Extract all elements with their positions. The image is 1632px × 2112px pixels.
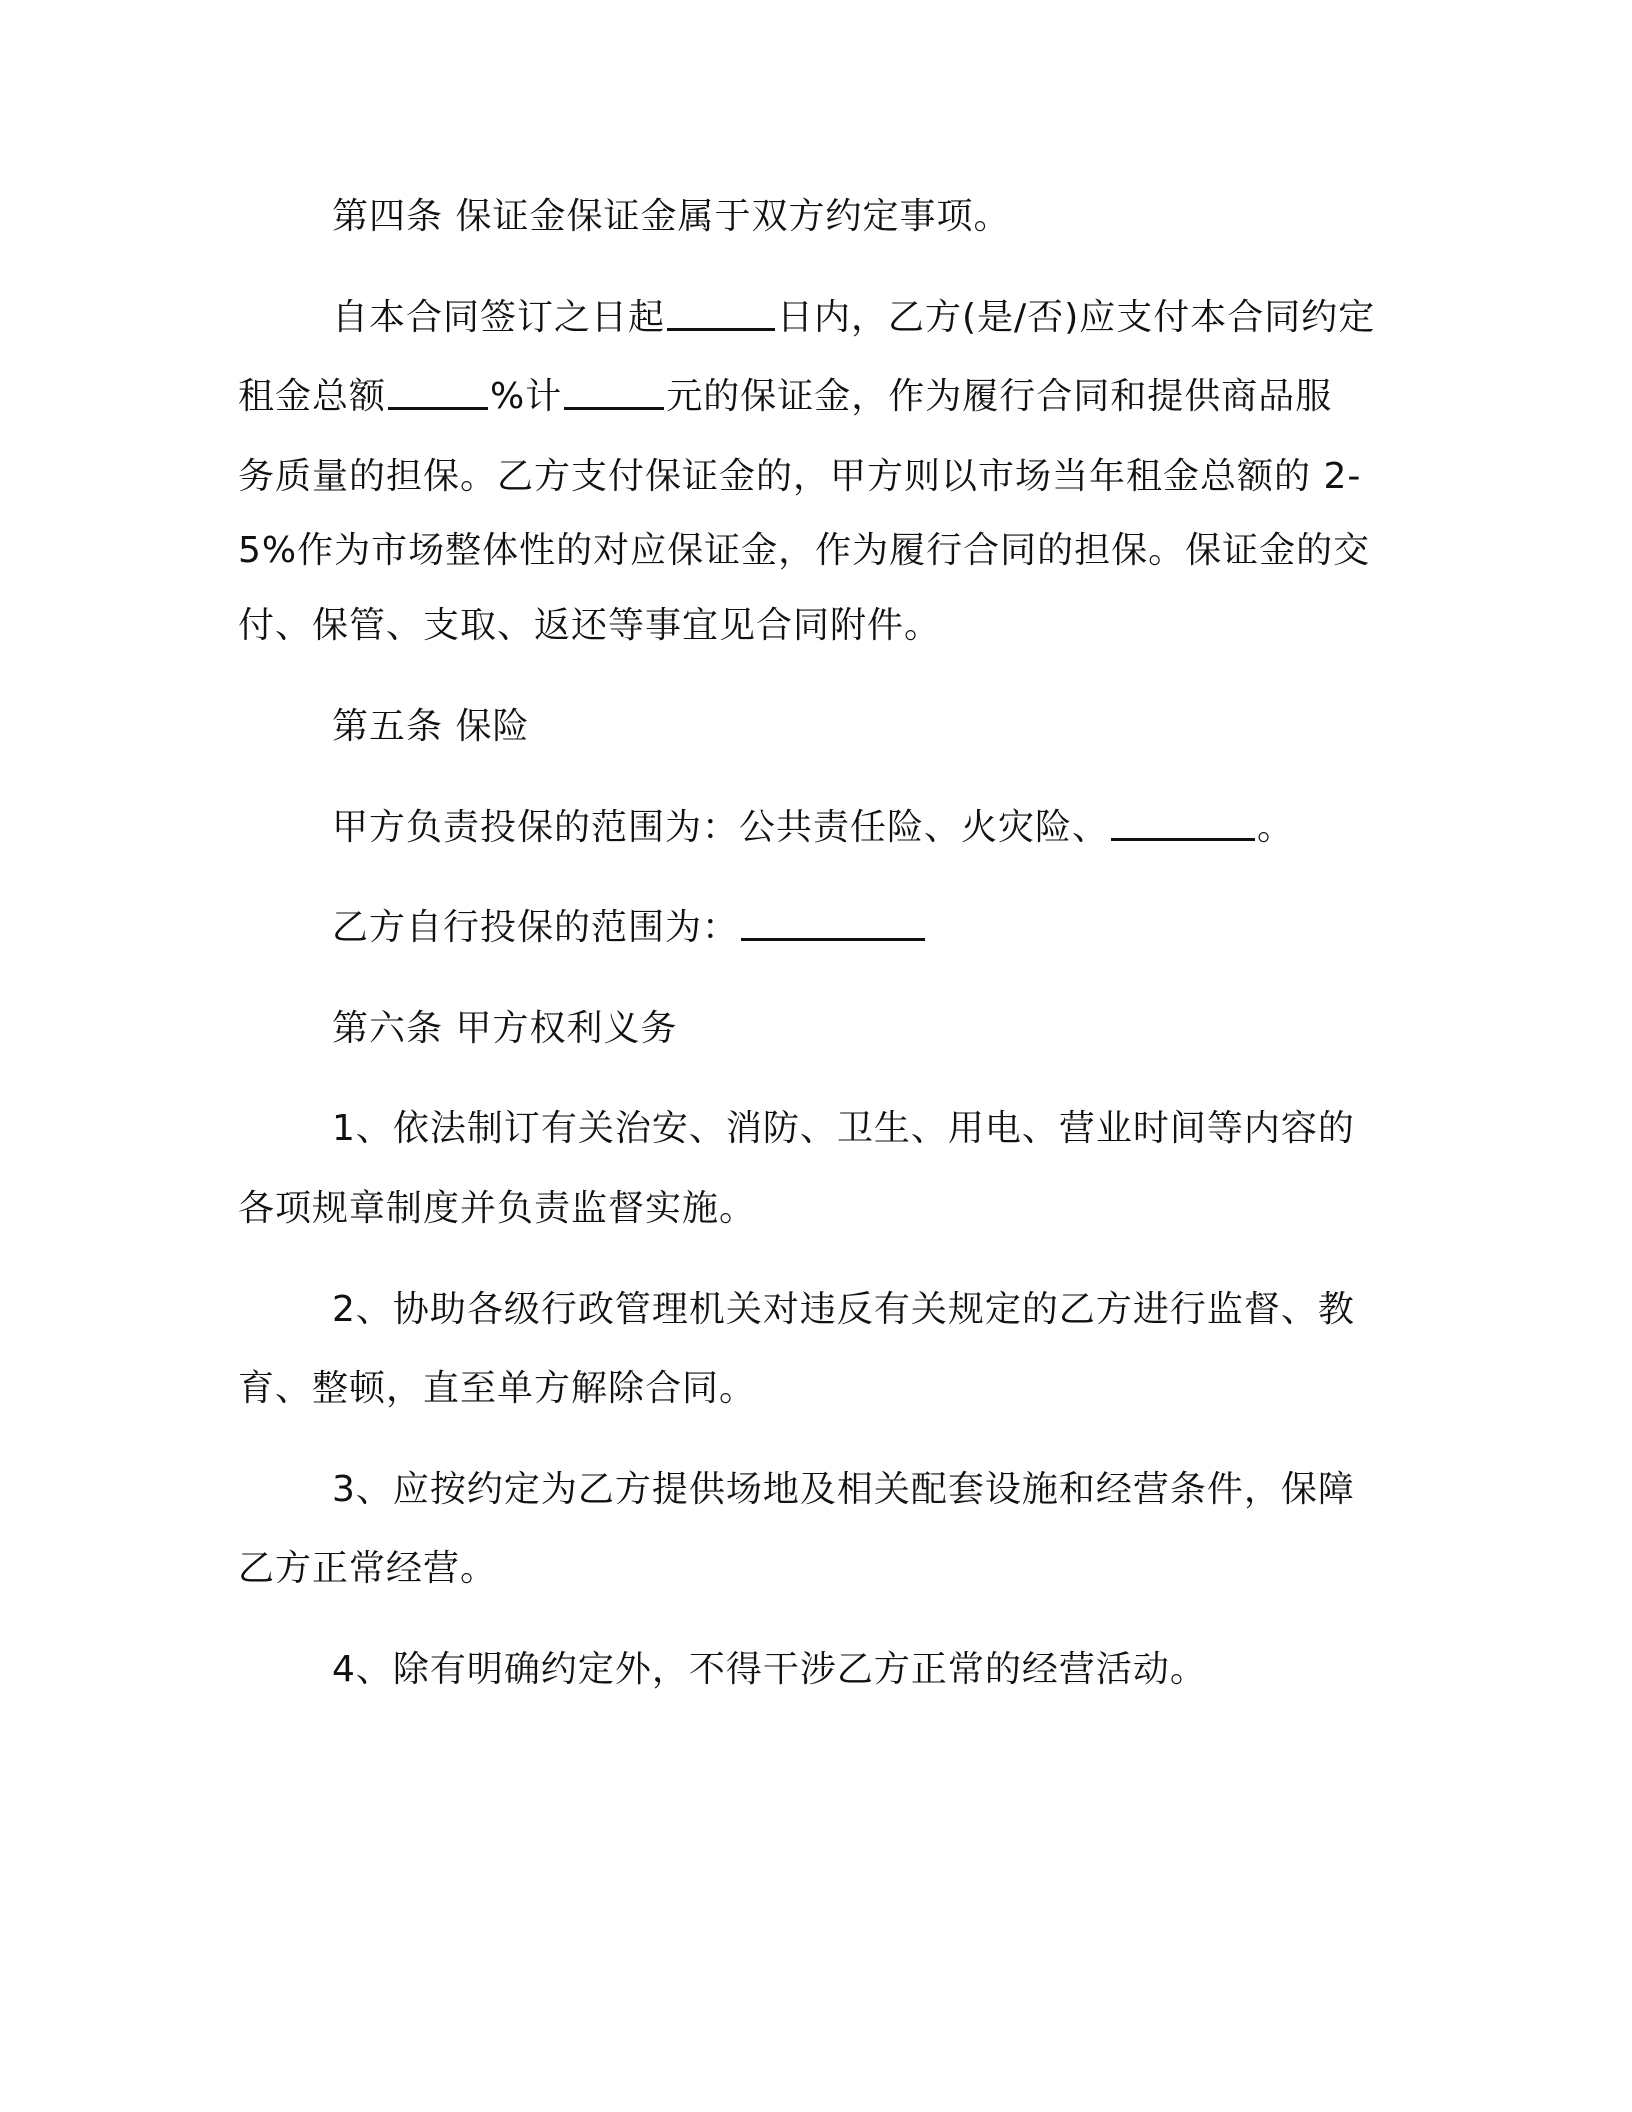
article5-party-a-scope: 甲方负责投保的范围为：公共责任险、火灾险、 。 bbox=[332, 807, 1295, 848]
article4-heading: 第四条 保证金保证金属于双方约定事项。 bbox=[332, 196, 1011, 237]
article6-item1-line-1: 1、依法制订有关治安、消防、卫生、用电、营业时间等内容的 bbox=[332, 1108, 1355, 1149]
article6-item3-line-1: 3、应按约定为乙方提供场地及相关配套设施和经营条件，保障 bbox=[332, 1469, 1355, 1510]
article4-para-line-5: 付、保管、支取、返还等事宜见合同附件。 bbox=[238, 605, 942, 646]
party-a-insurance-blank bbox=[1111, 808, 1255, 841]
article6-item3-line-2: 乙方正常经营。 bbox=[238, 1548, 498, 1589]
article4-para-line-2: 租金总额 %计 元的保证金，作为履行合同和提供商品服 bbox=[238, 376, 1333, 417]
article4-para-line-4: 5%作为市场整体性的对应保证金，作为履行合同的担保。保证金的交 bbox=[238, 530, 1371, 571]
percent-blank bbox=[388, 377, 488, 410]
article6-item4-line-1: 4、除有明确约定外，不得干涉乙方正常的经营活动。 bbox=[332, 1649, 1207, 1690]
article4-para-line-3: 务质量的担保。乙方支付保证金的，甲方则以市场当年租金总额的 2- bbox=[238, 456, 1362, 497]
article6-heading: 第六条 甲方权利义务 bbox=[332, 1008, 678, 1049]
article6-item1-line-2: 各项规章制度并负责监督实施。 bbox=[238, 1188, 757, 1229]
days-blank bbox=[667, 298, 775, 331]
amount-blank bbox=[564, 377, 664, 410]
article4-para-line-1: 自本合同签订之日起 日内，乙方(是/否)应支付本合同约定 bbox=[332, 297, 1376, 338]
article5-party-b-scope: 乙方自行投保的范围为： bbox=[332, 908, 927, 948]
article6-item2-line-1: 2、协助各级行政管理机关对违反有关规定的乙方进行监督、教 bbox=[332, 1289, 1355, 1330]
article5-heading: 第五条 保险 bbox=[332, 706, 530, 747]
party-b-insurance-blank bbox=[741, 908, 925, 941]
article6-item2-line-2: 育、整顿，直至单方解除合同。 bbox=[238, 1368, 757, 1409]
